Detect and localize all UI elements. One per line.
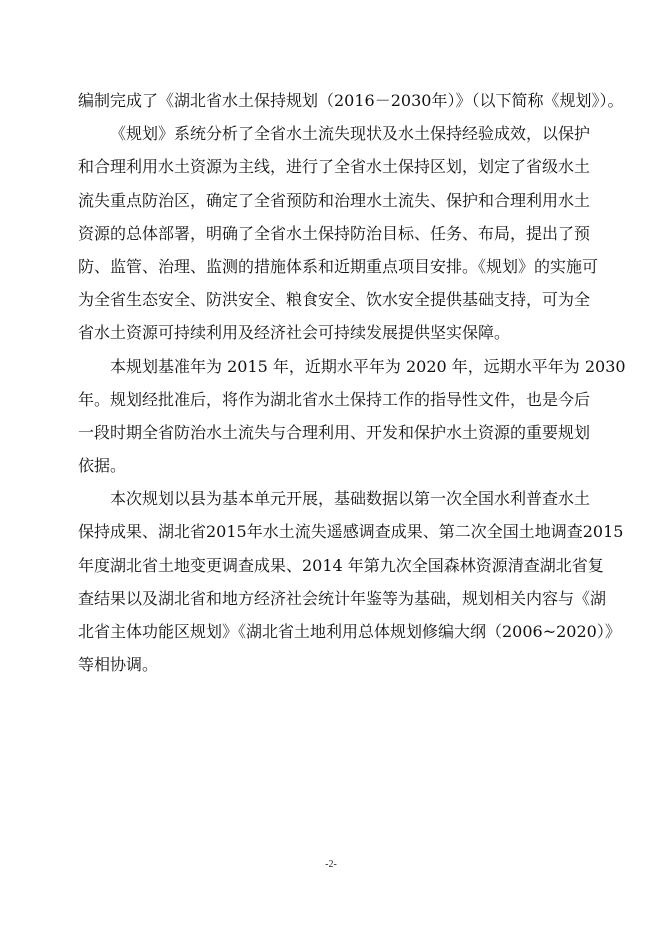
- text-line: 本次规划以县为基本单元开展，基础数据以第一次全国水利普查水土: [110, 489, 591, 509]
- text-line: 年。规划经批准后，将作为湖北省水土保持工作的指导性文件，也是今后: [78, 389, 591, 409]
- text-line: 防、监管、治理、监测的措施体系和近期重点项目安排。《规划》的实施可: [78, 256, 599, 276]
- text-line: 编制完成了《湖北省水土保持规划（2016－2030年）》（以下简称《规划》）。: [78, 91, 624, 110]
- text-line: 保持成果、湖北省2015年水土流失遥感调查成果、第二次全国土地调查2015: [78, 522, 624, 542]
- paragraph-base-year: [78, 350, 626, 483]
- text-line: 等相协调。: [78, 655, 159, 675]
- paragraph-continuation: [78, 84, 624, 117]
- text-line: 省水土资源可持续利用及经济社会可持续发展提供坚实保障。: [78, 323, 511, 343]
- text-line: 《规划》系统分析了全省水土流失现状及水土保持经验成效，以保护: [110, 124, 591, 144]
- paragraph-plan-summary: [78, 117, 599, 349]
- text-line: 本规划基准年为 2015 年，近期水平年为 2020 年，远期水平年为 2030: [110, 356, 626, 376]
- text-line: 北省主体功能区规划》《湖北省土地利用总体规划修编大纲（2006~2020）》: [78, 622, 621, 641]
- text-line: 查结果以及湖北省和地方经济社会统计年鉴等为基础，规划相关内容与《湖: [78, 588, 607, 608]
- text-line: 资源的总体部署，明确了全省水土保持防治目标、任务、布局，提出了预: [78, 223, 591, 243]
- paragraph-data-basis: [78, 482, 624, 681]
- text-line: 年度湖北省土地变更调查成果、2014 年第九次全国森林资源清查湖北省复: [78, 555, 604, 575]
- text-line: 一段时期全省防治水土流失与合理利用、开发和保护水土资源的重要规划: [78, 422, 591, 442]
- body-text: [78, 84, 626, 681]
- text-line: 流失重点防治区，确定了全省预防和治理水土流失、保护和合理利用水土: [78, 190, 591, 210]
- text-line: 和合理利用水土资源为主线，进行了全省水土保持区划，划定了省级水土: [78, 157, 591, 177]
- page-number: -2-: [325, 859, 337, 870]
- text-line: 依据。: [78, 456, 127, 476]
- text-line: 为全省生态安全、防洪安全、粮食安全、饮水安全提供基础支持，可为全: [78, 290, 591, 310]
